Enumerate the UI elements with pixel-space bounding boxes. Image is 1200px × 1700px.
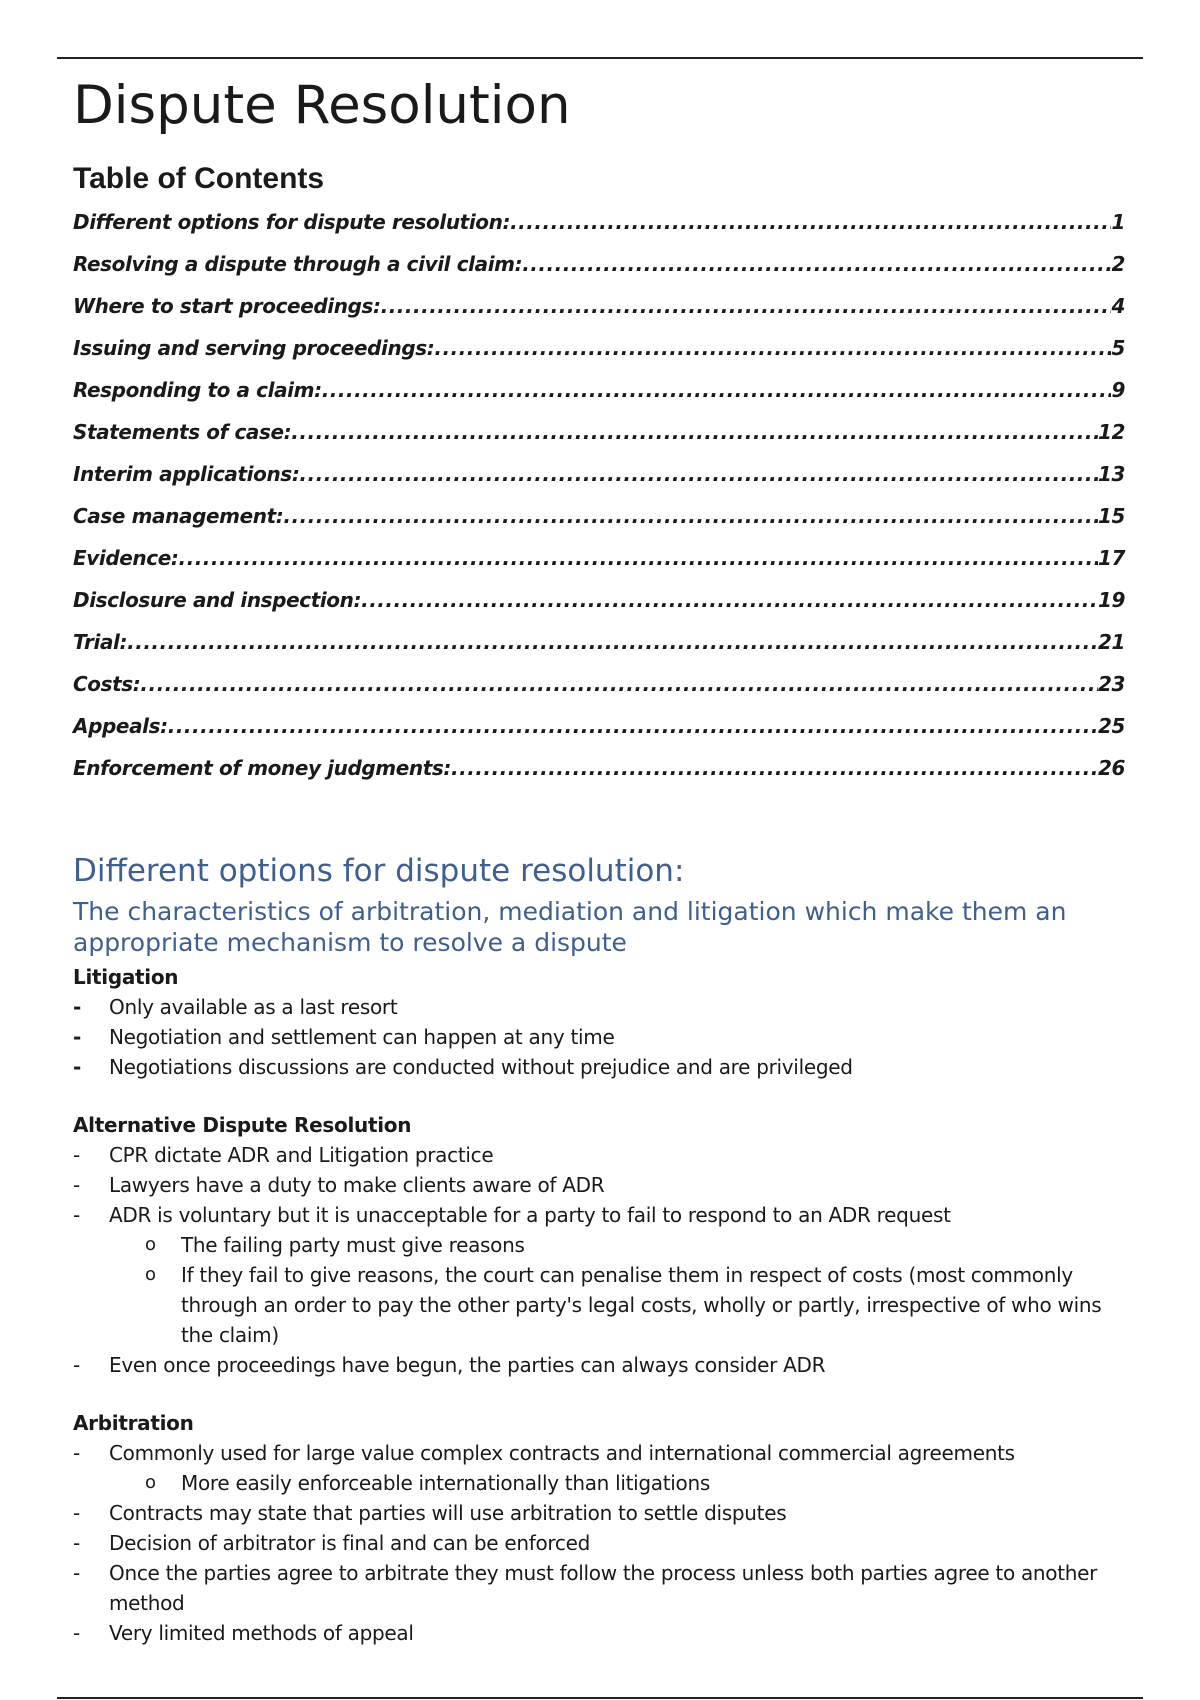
toc-entry-label: Where to start proceedings: — [73, 294, 381, 318]
toc-entry-label: Trial: — [73, 630, 128, 654]
dash-bullet-icon: - — [73, 1561, 80, 1585]
sub-list-item — [73, 1230, 1125, 1260]
list-item-text: CPR dictate ADR and Litigation practice — [109, 1143, 494, 1167]
toc-entry[interactable] — [73, 588, 1125, 630]
dash-bullet-icon: - — [73, 1441, 80, 1465]
toc-entry[interactable] — [73, 756, 1125, 798]
list-item-text: Negotiation and settlement can happen at any time — [109, 1025, 615, 1049]
toc-entry[interactable] — [73, 672, 1125, 714]
dash-bullet-icon: - — [73, 1203, 80, 1227]
toc-entry[interactable] — [73, 420, 1125, 462]
list-item-text: Very limited methods of appeal — [109, 1621, 414, 1645]
list-item-text: More easily enforceable internationally than litigations — [181, 1471, 710, 1495]
toc-entry-page: 17 — [1097, 546, 1125, 570]
toc-heading: Table of Contents — [73, 162, 325, 195]
toc-entry[interactable] — [73, 294, 1125, 336]
section-subheading: The characteristics of arbitration, mediation and litigation which make them an appropriate mechanism to resolve a dispute — [73, 897, 1067, 957]
toc-leader-dots — [322, 378, 1112, 402]
dash-bullet-icon: - — [73, 1173, 80, 1197]
toc-entry[interactable] — [73, 462, 1125, 504]
circle-bullet-icon: o — [145, 1264, 156, 1285]
list-item-text: Once the parties agree to arbitrate they must follow the process unless both parties agree to another method — [109, 1561, 1098, 1615]
section-heading: Different options for dispute resolution: — [73, 853, 685, 889]
arbitration-list — [73, 1438, 1125, 1648]
toc-entry-label: Disclosure and inspection: — [73, 588, 362, 612]
list-item-text: The failing party must give reasons — [181, 1233, 525, 1257]
litigation-section — [73, 962, 1125, 1082]
toc-leader-dots — [127, 630, 1098, 654]
list-item — [73, 1200, 1125, 1230]
toc-entry[interactable] — [73, 714, 1125, 756]
toc-entry[interactable] — [73, 378, 1125, 420]
toc-entry-page: 26 — [1097, 756, 1125, 780]
litigation-list — [73, 992, 1125, 1082]
toc-leader-dots — [299, 462, 1098, 486]
toc-leader-dots — [361, 588, 1098, 612]
list-item-text: Contracts may state that parties will use arbitration to settle disputes — [109, 1501, 787, 1525]
toc-entry[interactable] — [73, 336, 1125, 378]
sub-list-item — [73, 1468, 1125, 1498]
toc-entry[interactable] — [73, 504, 1125, 546]
toc-entry-label: Responding to a claim: — [73, 378, 322, 402]
list-item — [73, 1558, 1125, 1618]
list-item — [73, 1438, 1125, 1468]
list-item — [73, 1022, 1125, 1052]
toc-entry[interactable] — [73, 630, 1125, 672]
toc-leader-dots — [140, 672, 1098, 696]
toc-entry-page: 25 — [1097, 714, 1125, 738]
toc-entry[interactable] — [73, 546, 1125, 588]
toc-entry-page: 12 — [1097, 420, 1125, 444]
toc-entry[interactable] — [73, 252, 1125, 294]
circle-bullet-icon: o — [145, 1472, 156, 1493]
adr-list — [73, 1140, 1125, 1380]
toc-leader-dots — [434, 336, 1111, 360]
list-item-text: ADR is voluntary but it is unacceptable for a party to fail to respond to an ADR request — [109, 1203, 951, 1227]
list-item-text: If they fail to give reasons, the court can penalise them in respect of costs (most commonly through an order to pay the other party's legal costs, wholly or partly, irrespective of who wins the claim) — [181, 1263, 1102, 1347]
document-title: Dispute Resolution — [73, 75, 571, 136]
toc-entry-label: Issuing and serving proceedings: — [73, 336, 435, 360]
toc-entry-page: 19 — [1097, 588, 1125, 612]
toc-leader-dots — [510, 210, 1111, 234]
toc-entry-label: Statements of case: — [73, 420, 292, 444]
list-item-text: Negotiations discussions are conducted without prejudice and are privileged — [109, 1055, 853, 1079]
circle-bullet-icon: o — [145, 1234, 156, 1255]
toc-entry-page: 2 — [1111, 252, 1125, 276]
list-item-text: Lawyers have a duty to make clients aware of ADR — [109, 1173, 605, 1197]
dash-bullet-icon: - — [73, 995, 82, 1019]
arbitration-section — [73, 1408, 1125, 1648]
toc-leader-dots — [168, 714, 1098, 738]
list-item — [73, 1350, 1125, 1380]
table-of-contents — [73, 210, 1125, 798]
list-item — [73, 1618, 1125, 1648]
sub-list-item — [73, 1260, 1125, 1350]
arbitration-title: Arbitration — [73, 1411, 194, 1435]
dash-bullet-icon: - — [73, 1055, 82, 1079]
toc-entry[interactable] — [73, 210, 1125, 252]
list-item-text: Only available as a last resort — [109, 995, 398, 1019]
list-item — [73, 992, 1125, 1022]
toc-entry-label: Interim applications: — [73, 462, 300, 486]
document-page — [73, 70, 1125, 1676]
list-item-text: Commonly used for large value complex contracts and international commercial agreements — [109, 1441, 1015, 1465]
litigation-title: Litigation — [73, 965, 179, 989]
list-item — [73, 1140, 1125, 1170]
toc-entry-label: Evidence: — [73, 546, 179, 570]
list-item — [73, 1498, 1125, 1528]
dash-bullet-icon: - — [73, 1531, 80, 1555]
toc-entry-page: 21 — [1097, 630, 1125, 654]
list-item — [73, 1052, 1125, 1082]
dash-bullet-icon: - — [73, 1143, 80, 1167]
list-item — [73, 1170, 1125, 1200]
adr-title: Alternative Dispute Resolution — [73, 1113, 412, 1137]
toc-leader-dots — [179, 546, 1098, 570]
toc-entry-label: Resolving a dispute through a civil claim: — [73, 252, 523, 276]
toc-entry-label: Costs: — [73, 672, 141, 696]
toc-leader-dots — [451, 756, 1098, 780]
list-item-text: Even once proceedings have begun, the parties can always consider ADR — [109, 1353, 826, 1377]
adr-section — [73, 1110, 1125, 1380]
toc-entry-page: 5 — [1111, 336, 1125, 360]
toc-leader-dots — [522, 252, 1111, 276]
top-rule — [57, 57, 1143, 59]
dash-bullet-icon: - — [73, 1501, 80, 1525]
toc-entry-page: 1 — [1111, 210, 1125, 234]
toc-entry-page: 23 — [1097, 672, 1125, 696]
toc-entry-page: 9 — [1111, 378, 1125, 402]
toc-entry-page: 15 — [1097, 504, 1125, 528]
dash-bullet-icon: - — [73, 1025, 82, 1049]
toc-leader-dots — [291, 420, 1098, 444]
toc-entry-label: Case management: — [73, 504, 284, 528]
toc-entry-label: Different options for dispute resolution: — [73, 210, 511, 234]
toc-entry-page: 13 — [1097, 462, 1125, 486]
toc-leader-dots — [283, 504, 1098, 528]
dash-bullet-icon: - — [73, 1353, 80, 1377]
list-item-text: Decision of arbitrator is final and can be enforced — [109, 1531, 590, 1555]
toc-entry-page: 4 — [1111, 294, 1125, 318]
dash-bullet-icon: - — [73, 1621, 80, 1645]
list-item — [73, 1528, 1125, 1558]
toc-entry-label: Appeals: — [73, 714, 168, 738]
bottom-rule — [57, 1697, 1143, 1699]
toc-leader-dots — [381, 294, 1112, 318]
toc-entry-label: Enforcement of money judgments: — [73, 756, 452, 780]
